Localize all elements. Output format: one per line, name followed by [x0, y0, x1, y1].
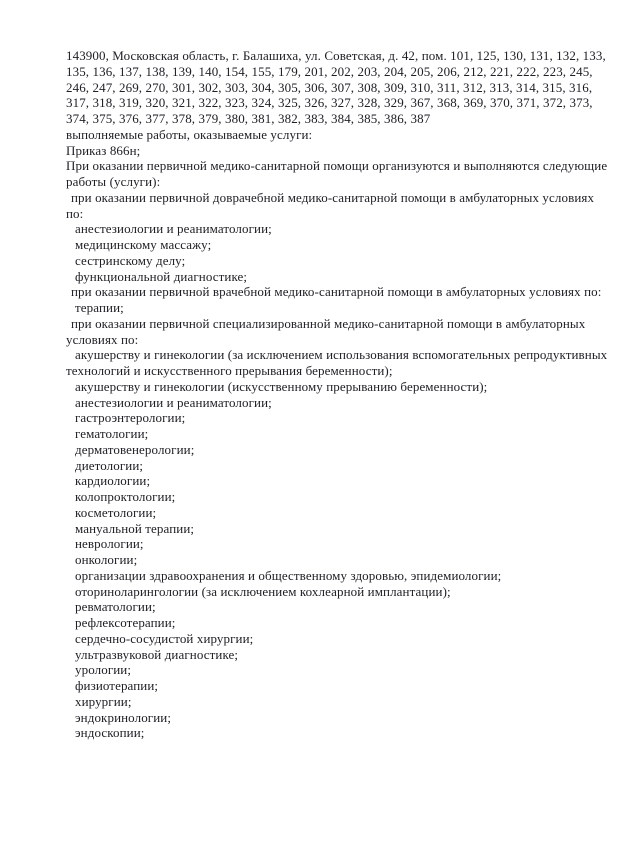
text-line: онкологии; — [75, 552, 138, 567]
text-line: гастроэнтерологии; — [75, 410, 186, 426]
text-line: урологии; — [75, 662, 132, 678]
text-line: 246, 247, 269, 270, 301, 302, 303, 304, 305, 306, 307, 308, 309, 310, 311, 312, 313, 314, 315, 316, — [66, 79, 593, 95]
text-line: выполняемые работы, оказываемые услуги: — [66, 126, 313, 142]
text-line: 374, 375, 376, 377, 378, 379, 380, 381, 382, 383, 384, 385, 386, 387 — [66, 111, 431, 126]
text-line: условиях по: — [66, 331, 139, 347]
text-line: анестезиологии и реаниматологии; — [75, 221, 272, 237]
text-line: оториноларингологии (за исключением кохлеарной имплантации); — [75, 583, 451, 599]
text-line: ревматологии; — [75, 599, 156, 615]
text-line: сердечно-сосудистой хирургии; — [75, 630, 254, 646]
text-line: анестезиологии и реаниматологии; — [75, 394, 272, 410]
text-line: физиотерапии; — [75, 678, 159, 693]
text-line: терапии; — [75, 300, 124, 315]
text-line: сестринскому делу; — [75, 252, 186, 268]
text-line: эндокринологии; — [75, 709, 172, 725]
text-line: функциональной диагностике; — [75, 268, 248, 284]
text-line: дерматовенерологии; — [75, 441, 195, 457]
text-line: При оказании первичной медико-санитарной помощи организуются и выполняются следующие — [66, 158, 608, 174]
text-line: Приказ 866н; — [66, 142, 141, 158]
text-line: 135, 136, 137, 138, 139, 140, 154, 155, 179, 201, 202, 203, 204, 205, 206, 212, 221, 222, 223, 245, — [66, 63, 593, 79]
text-line: гематологии; — [75, 426, 149, 441]
text-line: 143900, Московская область, г. Балашиха, ул. Советская, д. 42, пом. 101, 125, 130, 131, 132, 133, — [66, 48, 606, 63]
text-line: диетологии; — [75, 457, 144, 473]
text-line: при оказании первичной доврачебной медико-санитарной помощи в амбулаторных условиях — [71, 189, 595, 205]
text-line: мануальной терапии; — [75, 520, 195, 536]
text-line: неврологии; — [75, 536, 144, 552]
text-line: ультразвуковой диагностике; — [75, 646, 239, 662]
text-line: акушерству и гинекологии (за исключением использования вспомогательных репродуктивных — [75, 347, 608, 363]
license-text-block — [66, 48, 626, 741]
text-line: 317, 318, 319, 320, 321, 322, 323, 324, 325, 326, 327, 328, 329, 367, 368, 369, 370, 371, 372, 373, — [66, 95, 593, 111]
text-line: организации здравоохранения и общественному здоровью, эпидемиологии; — [75, 567, 502, 583]
text-line: хирургии; — [75, 693, 132, 709]
text-line: рефлексотерапии; — [75, 615, 176, 630]
text-line: косметологии; — [75, 504, 157, 520]
text-line: кардиологии; — [75, 473, 151, 489]
text-line: при оказании первичной специализированной медико-санитарной помощи в амбулаторных — [71, 315, 586, 331]
text-line: технологий и искусственного прерывания беременности); — [66, 363, 393, 378]
text-line: работы (услуги): — [66, 174, 161, 189]
text-line: по: — [66, 205, 84, 221]
text-line: медицинскому массажу; — [75, 237, 212, 252]
text-line: колопроктологии; — [75, 489, 176, 504]
text-line: акушерству и гинекологии (искусственному прерыванию беременности); — [75, 378, 488, 394]
text-line: эндоскопии; — [75, 725, 145, 741]
text-line: при оказании первичной врачебной медико-санитарной помощи в амбулаторных условиях по: — [71, 284, 602, 300]
